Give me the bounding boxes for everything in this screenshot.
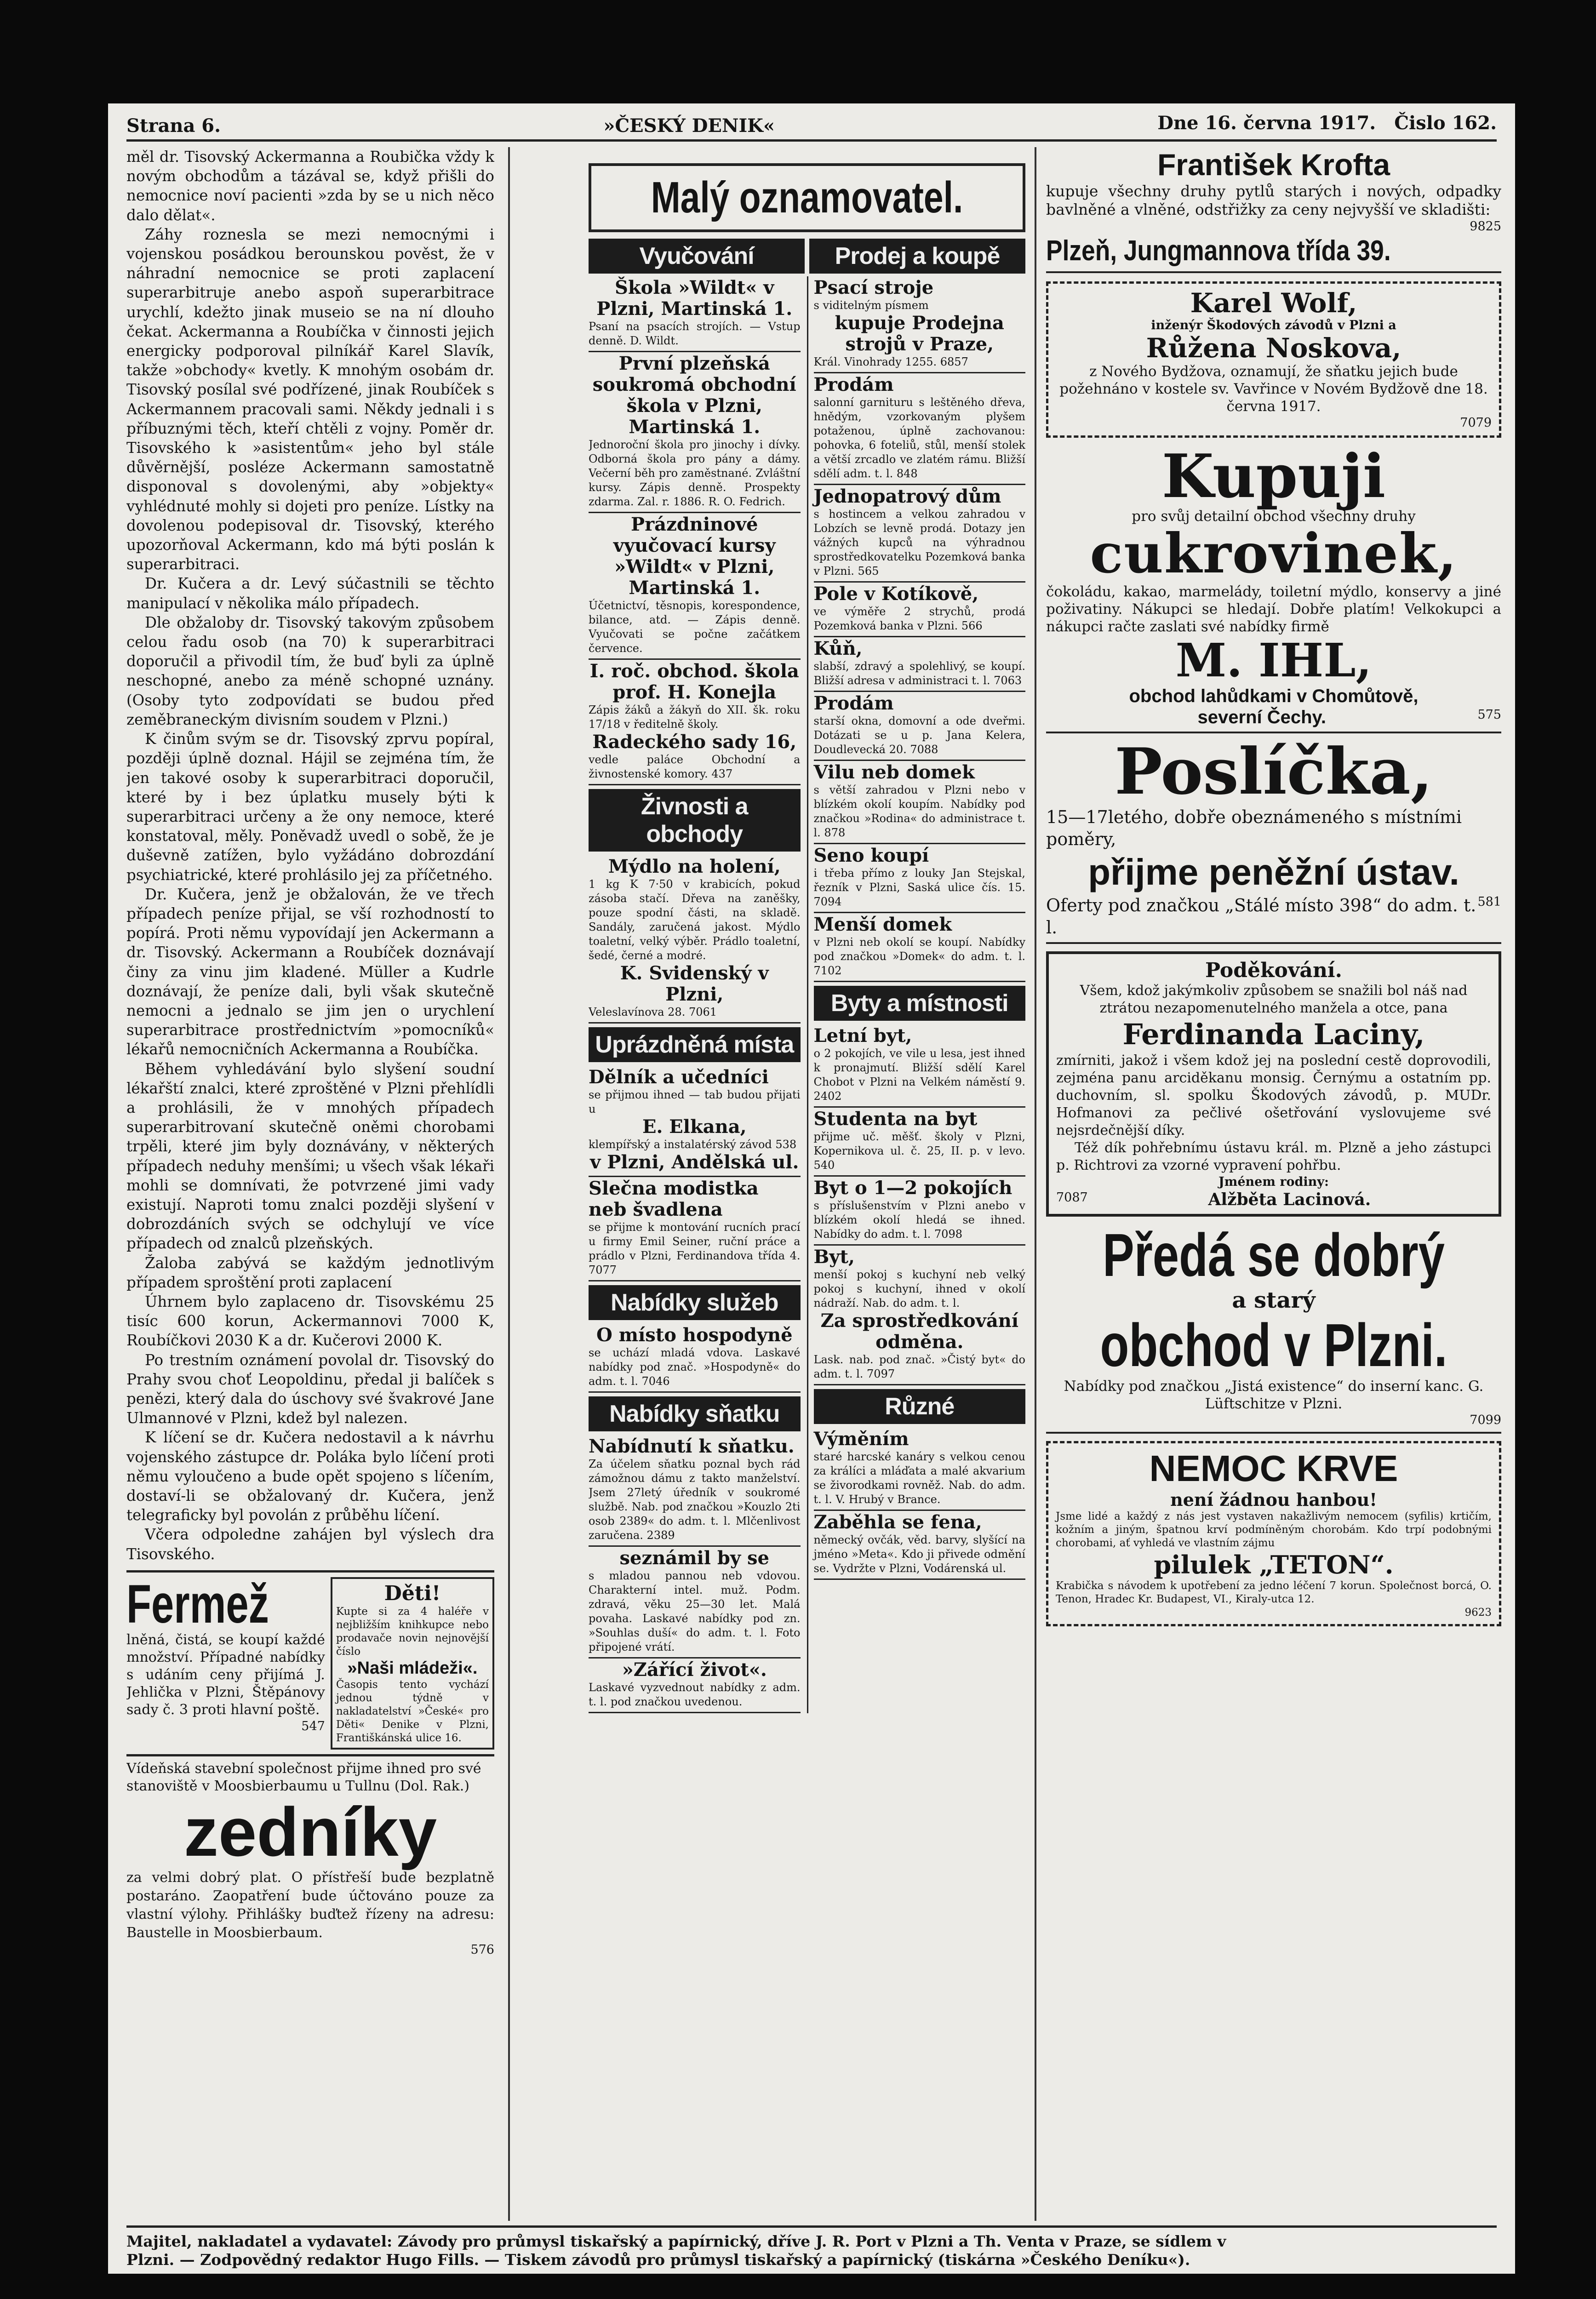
ad-body: se přijme k montování rucních prací u firmy Emil Seiner, ruční práce a prádlo v Plzni, Ferdinandova třída 4. 7077 bbox=[589, 1221, 801, 1276]
ad-title: První plzeňská soukromá obchodní škola v Plzni, Martinská 1. bbox=[592, 353, 796, 438]
ad-title: NEMOC KRVE bbox=[1149, 1448, 1398, 1489]
classified-ad bbox=[814, 485, 1026, 583]
ad-code: 7087 bbox=[1056, 1190, 1088, 1205]
ad-body: vedle paláce Obchodní a živnostenské komory. 437 bbox=[589, 753, 801, 780]
classified-ad bbox=[589, 276, 801, 352]
ad-title: Poděkování. bbox=[1205, 959, 1342, 982]
ad-body: s větší zahradou v Plzni nebo v blízkém okolí koupím. Nabídky pod značkou »Rodina« do administrace t. l. 878 bbox=[813, 783, 1025, 839]
ad-title: Slečna modistka neb švadlena bbox=[589, 1178, 759, 1220]
ad-firm: M. IHL, bbox=[1175, 633, 1372, 687]
ad-title: Studenta na byt bbox=[813, 1108, 978, 1130]
section-header: Uprázdněná místa bbox=[589, 1027, 801, 1062]
ad-title: Seno koupí bbox=[813, 845, 929, 866]
ad-body: z Nového Bydžova, oznamují, že sňatku jejich bude požehnáno v kostele sv. Vavřince v Novém Bydžově dne 18. června 1917. bbox=[1059, 363, 1488, 415]
classified-ad bbox=[814, 1024, 1026, 1108]
classified-ad bbox=[589, 1547, 801, 1658]
ad-age: 15—17letého, dobře obeznámeného s místními poměry, bbox=[1046, 807, 1462, 849]
article-paragraph: K činům svým se dr. Tisovský zprvu popíral, později úplně doznal. Hájil se zejména tím, že jen takové osoby k superarbitraci doporučil, které by i bez úplatku musely býti k superarbitraci určeny a že ony nemoce, které konstatoval, měly. Poněvadž uvedl o sobě, že je duševně zatížen, bylo vyžádáno dobrozdání psychiatrické, které prohlásilo jej za příčetného. bbox=[126, 730, 494, 884]
ad-body: kupuje všechny druhy pytlů starých i nových, odpadky bavlněné a vlněné, odstřižky za ceny nejvyšší ve skladišti: bbox=[1046, 182, 1501, 218]
ad-item: cukrovinek, bbox=[1090, 521, 1458, 585]
ad-body: čokoládu, kakao, marmelády, toiletní mýdlo, konservy a jiné poživatiny. Nákupci se hledají. Dobře platím! Velkokupci a nákupci račte zaslati své nabídky firmě bbox=[1046, 583, 1501, 635]
classified-ad bbox=[814, 1511, 1026, 1580]
ad-body: se uchází mladá vdova. Laskavé nabídky pod znač. »Hospodyně« do adm. t. l. 7046 bbox=[589, 1346, 801, 1388]
ad-body: slabší, zdravý a spolehlivý, se koupí. Bližší adresa v administraci t. l. 7063 bbox=[813, 660, 1025, 687]
ad-body: Veleslavínova 28. 7061 bbox=[589, 1006, 717, 1018]
ad-line: Předá se dobrý bbox=[1103, 1221, 1445, 1289]
ad-title: zedníky bbox=[183, 1793, 437, 1870]
ad-body: německý ovčák, věd. barvy, slyšící na jméno »Meta«. Kdo ji přivede odmění se. Vydržte v Plzni, Vodárenská ul. bbox=[813, 1533, 1025, 1575]
classified-ad bbox=[589, 855, 801, 1024]
classified-ad bbox=[814, 844, 1026, 913]
ad-title: Menší domek bbox=[813, 914, 952, 935]
ad-ihl bbox=[1046, 441, 1501, 733]
classified-ad bbox=[589, 1177, 801, 1281]
ad-body: staré harcské kanáry s velkou cenou za králíci a mláďata a malé akvarium se živorodkami rovněž. Nab. do adm. t. l. V. Hrubý v Brance. bbox=[813, 1450, 1025, 1506]
ad-title: Vilu neb domek bbox=[813, 761, 975, 783]
ad-intro: Vídeňská stavební společnost přijme ihned pro své stanoviště v Moosbierbaumu u Tullnu (Dol. Rak.) bbox=[126, 1760, 481, 1794]
ad-title: Děti! bbox=[384, 1581, 441, 1605]
ad-body: Král. Vinohrady 1255. 6857 bbox=[813, 355, 968, 368]
ad-title: Dělník a učedníci bbox=[589, 1066, 769, 1088]
ad-body: Kupte si za 4 haléře v nejbližším knihkupce nebo prodavače novin nejnovější číslo bbox=[336, 1605, 489, 1658]
ad-title: Byt, bbox=[813, 1246, 855, 1268]
column-rule bbox=[1035, 147, 1036, 2221]
ad-title: Zaběhla se fena, bbox=[813, 1511, 982, 1533]
classified-ad bbox=[814, 1246, 1026, 1385]
ad-groom: Karel Wolf, bbox=[1190, 287, 1357, 319]
ad-poslicka bbox=[1046, 733, 1501, 944]
imprint-line: Plzni. — Zodpovědný redaktor Hugo Fills. — Tiskem závodů pro průmysl tiskařský a papírnický (tiskárna »Českého Deníku«). bbox=[126, 2251, 1190, 2269]
ad-title: Mýdlo na holení, bbox=[608, 856, 781, 877]
classifieds-title-box bbox=[589, 163, 1025, 232]
ad-body: s hostincem a velkou zahradou v Lobzích se levně prodá. Dotazy jen vážných kupců na výhradnou sprostředkovatelku Pozemková banka v Plzni. 565 bbox=[813, 508, 1025, 578]
ad-title: Psací stroje bbox=[813, 277, 934, 298]
ad-body: Nabídky pod značkou „Jistá existence“ do inserní kanc. G. Lüftschitze v Plzni. bbox=[1064, 1378, 1484, 1412]
page-header bbox=[126, 112, 1497, 142]
ad-fermez bbox=[126, 1573, 325, 1750]
ad-body: zmírniti, jakož i všem kdož jej na poslední cestě doprovodili, zejména panu arciděkanu monsig. Černýmu a ostatním pp. duchovním, sl. spolku Škodových závodů, p. MUDr. Hofmanovi za pečlivé ošetřování vyslovujeme své nejsrdečnější díky. bbox=[1056, 1052, 1491, 1138]
imprint-line: Majitel, nakladatel a vydavatel: Závody pro průmysl tiskařský a papírnický, dříve J. R. Port v Plzni a Th. Venta v Praze, se sídlem v bbox=[126, 2232, 1226, 2250]
classified-ad bbox=[814, 637, 1026, 692]
ad-title: František Krofta bbox=[1157, 148, 1390, 182]
ad-krofta bbox=[1046, 147, 1501, 273]
article-paragraph: Dle obžaloby dr. Tisovský takovým způsobem celou řadu osob (na 70) k superarbitraci doporučil a přivodil tím, že buď byli za úplně neschopné, anebo za méně schopné uznány. (Osoby tyto zodpovídati se budou před zeměbraneckým divisním soudem v Plzni.) bbox=[126, 613, 494, 728]
article-paragraph: měl dr. Tisovský Ackermanna a Roubička vždy k novým obchodům a tázával se, když přišli do nemocnice noví pacienti »zda by se u nich něco dalo dělat«. bbox=[126, 148, 494, 224]
ad-title: Poslíčka, bbox=[1115, 734, 1433, 809]
ad-body: Oferty pod značkou „Stálé místo 398“ do adm. t. l. bbox=[1046, 895, 1476, 938]
classified-ad bbox=[814, 692, 1026, 761]
ad-bride: Růžena Noskova, bbox=[1146, 332, 1402, 364]
ad-teton bbox=[1046, 1441, 1501, 1626]
ad-body: ve výměře 2 strychů, prodá Pozemková banka v Plzni. 566 bbox=[813, 605, 1025, 632]
ad-title: Prázdninové vyučovací kursy »Wildt« v Plzni, Martinská 1. bbox=[613, 514, 776, 599]
section-header: Různé bbox=[814, 1389, 1026, 1424]
classified-ad bbox=[589, 1066, 801, 1177]
ad-body: Za účelem sňatku poznal bych rád zámožnou dámu z takto manželství. Jsem 27letý úředník v soukromé službě. Nab. pod značkou »Kouzlo 2ti osob 2389« do adm. t. l. Mlčenlivost zaručena. 2389 bbox=[589, 1458, 801, 1542]
column-rule bbox=[508, 147, 510, 2221]
ad-region: severní Čechy. bbox=[1197, 707, 1326, 727]
article-paragraph: Úhrnem bylo zaplaceno dr. Tisovskému 25 tisíc 600 korun, Ackermannovi 7000 K, Roubíčkovi 2030 K a dr. Kučerovi 2000 K. bbox=[126, 1292, 494, 1350]
classified-ad bbox=[589, 660, 801, 785]
section-header: Živnosti a obchody bbox=[589, 789, 801, 852]
ad-address: Plzeň, Jungmannova třída 39. bbox=[1046, 235, 1391, 267]
ad-signature: Alžběta Lacinová. bbox=[1208, 1190, 1371, 1209]
article-paragraph: Během vyhledávání bylo slyšení soudní lékařští znalci, které zproštěné v Plzni přehlídli a prohlásili, že v mnohých případech superarbitrovaní skutečně oněmi chorobami trpěli, které jim byly doznávány, v některých případech neduhy menšími; u všech však lékaři mohli se domnívati, že potvrzené jimi vady existují. Naproti tomu znalci později slyšení v dobrozdáních svých se odchylují ve více případech od znalců plzeňských. bbox=[126, 1060, 494, 1252]
ad-title: Za sprostředkování odměna. bbox=[820, 1310, 1019, 1353]
ad-highlight: »Naši mládeži«. bbox=[347, 1658, 478, 1678]
imprint-footer bbox=[126, 2225, 1497, 2269]
ad-body: s příslušenstvím v Plzni anebo v blízkém okolí hledá se ihned. Nabídky do adm. t. l. 7098 bbox=[813, 1199, 1025, 1241]
ad-title: Prodám bbox=[813, 692, 894, 714]
classified-ad bbox=[814, 276, 1026, 373]
ad-title: seznámil by se bbox=[619, 1547, 769, 1569]
issue-number: Čislo 162. bbox=[1394, 112, 1497, 134]
newspaper-name: »ČESKÝ DENIK« bbox=[603, 115, 775, 137]
ad-code: 9623 bbox=[1464, 1607, 1492, 1618]
section-headers bbox=[589, 239, 1025, 274]
ad-body: Lask. nab. pod znač. »Čistý byt« do adm. t. l. 7097 bbox=[813, 1353, 1025, 1380]
classified-ad bbox=[814, 1177, 1026, 1246]
article-paragraph: Po trestním oznámení povolal dr. Tisovský do Prahy svou choť Leopoldinu, předal ji balíček s penězi, který dala do úschovy své švakrové Jane Ulmannové v Plzni, kdež byl nalezen. bbox=[126, 1351, 494, 1427]
ad-body: menší pokoj s kuchyní neb velký pokoj s kuchyní, ihned v okolí nádraží. Nab. do adm. t. l. bbox=[813, 1268, 1025, 1310]
classified-ad bbox=[814, 913, 1026, 982]
article-paragraph: Dr. Kučera, jenž je obžalován, že ve třech případech peníze přijal, se vší rozhodností to popírá. Proti němu vypovídají jen Ackermann a dr. Tisovský. Ackermann a Roubíček doznávají činy za vinu jim kladené. Müller a Kudrle doznávají, že peníze dali, byli však skutečně nemocni a jednalo se jim jen o urychlení superarbitrace prostřednictvím »pomocníků« lékařů nemocničních Ackermanna a Roubíčka. bbox=[126, 885, 494, 1058]
ad-title: Nabídnutí k sňatku. bbox=[589, 1435, 795, 1457]
ad-firm-sub: obchod lahůdkami v Chomůtově, bbox=[1129, 686, 1419, 706]
ad-body: Jsme lidé a každý z nás jest vystaven nakažlivým nemocem (syfilis) krtičím, kožním a jiným, špatnou krví podmíněným chorobám. Kdo trpí podobnými chorobami, ať vyhledá ve vlastním zájmu bbox=[1056, 1510, 1492, 1549]
section-header: Nabídky služeb bbox=[589, 1285, 801, 1320]
section-header: Prodej a koupě bbox=[809, 239, 1025, 274]
section-header: Nabídky sňatku bbox=[589, 1396, 801, 1431]
classifieds-left bbox=[589, 276, 801, 1713]
ad-title: v Plzni, Andělská ul. bbox=[590, 1151, 799, 1173]
article-column bbox=[126, 147, 494, 2221]
classified-ad bbox=[589, 1324, 801, 1393]
ad-body: Krabička s návodem k upotřebení za jedno léčení 7 korun. Společnost borcá, O. Tenon, Hradec Kr. Budapest, VI., Kiraly-utca 12. bbox=[1056, 1580, 1492, 1605]
ad-title: kupuje Prodejna strojů v Praze, bbox=[835, 312, 1004, 355]
ad-body: s mladou pannou neb vdovou. Charakterní intel. muž. Podm. zdravá, věku 25—30 let. Malá povaha. Laskavé nabídky pod zn. »Souhlas duší« do adm. t. l. Foto připojené vrátí. bbox=[589, 1569, 801, 1653]
ad-body: Psaní na psacích strojích. — Vstup denně. D. Wildt. bbox=[589, 320, 801, 347]
ad-code: 581 bbox=[1477, 895, 1501, 909]
article-paragraph: Dr. Kučera a dr. Levý súčastnili se těchto manipulací v několika málo případech. bbox=[126, 575, 494, 612]
issue-date: Dne 16. června 1917. bbox=[1157, 112, 1376, 134]
ad-line: obchod v Plzni. bbox=[1100, 1311, 1447, 1379]
ad-code: 576 bbox=[470, 1942, 494, 1957]
ad-title: E. Elkana, bbox=[642, 1116, 747, 1138]
ad-title: Fermež bbox=[126, 1573, 269, 1635]
ad-code: 7099 bbox=[1470, 1413, 1501, 1427]
ad-body: Laskavé vyzvednout nabídky z adm. t. l. pod značkou uvedenou. bbox=[589, 1681, 801, 1708]
ad-title: Škola »Wildt« v Plzni, Martinská 1. bbox=[596, 277, 793, 320]
ad-title: O místo hospodyně bbox=[596, 1324, 793, 1346]
ad-hire: přijme peněžní ústav. bbox=[1088, 852, 1459, 892]
article-text bbox=[126, 147, 494, 1564]
ad-groom-title: inženýr Škodových závodů v Plzni a bbox=[1151, 318, 1396, 332]
ad-product: pilulek „TETON“. bbox=[1154, 1550, 1394, 1579]
ad-line: a starý bbox=[1232, 1287, 1316, 1313]
ad-preda bbox=[1046, 1223, 1501, 1434]
ad-title: K. Svidenský v Plzni, bbox=[620, 962, 769, 1005]
ad-code: 7079 bbox=[1460, 416, 1492, 430]
classified-ad bbox=[589, 1658, 801, 1713]
ad-body: Jednoroční škola pro jinochy i dívky. Odborná škola pro pány a dámy. Večerní běh pro zaměstnané. Zvláštní kursy. Zápis denně. Prospekty zdarma. Zal. r. 1886. R. O. Fedrich. bbox=[589, 438, 801, 508]
newspaper-page bbox=[108, 103, 1515, 2274]
article-paragraph: Žaloba zabývá se každým jednotlivým případem sproštění proti zaplacení bbox=[126, 1254, 494, 1291]
ad-body: Též dík pohřebnímu ústavu král. m. Plzně a jeho zástupci p. Richtrovi za vzorné vypravení pohřbu. bbox=[1056, 1140, 1491, 1173]
ad-title: I. roč. obchod. škola prof. H. Konejla bbox=[589, 660, 799, 703]
ad-title: Prodám bbox=[813, 374, 894, 395]
classifieds-column bbox=[589, 163, 1025, 2223]
ad-body: přijme uč. měšť. školy v Plzni, Kopernikova ul. č. 25, II. p. v levo. 540 bbox=[813, 1130, 1025, 1172]
ad-podekovani bbox=[1046, 951, 1501, 1217]
ads-row bbox=[126, 1570, 494, 1750]
ad-title: Letní byt, bbox=[813, 1025, 912, 1047]
classified-ad bbox=[814, 1428, 1026, 1511]
classified-ad bbox=[589, 352, 801, 513]
ad-body: Časopis tento vychází jednou týdně v nakladatelství »České« pro Děti« Denike v Plzni, Františkánská ulice 16. bbox=[336, 1678, 489, 1744]
display-ads-column bbox=[1046, 147, 1501, 2221]
classified-ad bbox=[814, 1108, 1026, 1177]
classifieds-grid bbox=[589, 276, 1025, 1713]
ad-title: Radeckého sady 16, bbox=[592, 731, 797, 753]
ad-title: Kupuji bbox=[1161, 441, 1386, 511]
ad-name: Ferdinanda Laciny, bbox=[1122, 1018, 1425, 1051]
ad-body: klempířský a instalatérský závod 538 bbox=[589, 1138, 797, 1151]
ad-body: starší okna, domovní a ode dveřmi. Dotázati se u p. Jana Kelera, Doudlevecká 20. 7088 bbox=[813, 715, 1025, 756]
article-paragraph: Záhy roznesla se mezi nemocnými i vojenskou posádkou berounskou pověst, že v náhradní nemocnice se proti zaplacení superarbitruje anebo aspoň superarbitrace urychlí, kdežto jinak museio se na ní dlouho čekat. Ackermanna a Roubíčka v činnosti jejich energicky podporoval pilníkář Karel Slavík, takže »obchody« kvetly. K mnohým osobám dr. Tisovský posílal své podřízené, jinak Roubíček s Ackermannem pracovali sami. Někdy jednali i s příbuznými těch, kteří chtěli z vojny. Poměr dr. Tisovského k »asistentům« jeho byl stále důvěrnější, posléze Ackermann samostatně disponoval s dovolenými, aby »objekty« vyhlédnuté mohly si dojeti pro peníze. Lístky na dovolenou podepisoval dr. Tisovský, kterého upozorňoval Ackermann, kdo má býti poslán k superarbitraci. bbox=[126, 225, 494, 573]
article-paragraph: Včera odpoledne zahájen byl výslech dra Tisovského. bbox=[126, 1526, 494, 1563]
classified-ad bbox=[814, 761, 1026, 844]
ad-body: salonní garnituru s leštěného dřeva, hnědým, vzorkovaným plyšem potaženou, úplně zachovanou: pohovka, 6 foteliů, stůl, menší stolek a větší zrcadlo ve zlatém rámu. Bližší sdělí adm. t. l. 848 bbox=[813, 396, 1025, 480]
ad-body: v Plzni neb okolí se koupí. Nabídky pod značkou »Domek« do adm. t. l. 7102 bbox=[813, 936, 1025, 977]
ad-body: se přijmou ihned — tab budou přijati u bbox=[589, 1088, 801, 1115]
ad-subtitle: pro svůj detailní obchod všechny druhy bbox=[1132, 508, 1416, 525]
classifieds-title: Malý oznamovatel. bbox=[651, 173, 963, 222]
ad-code: 547 bbox=[301, 1719, 325, 1733]
ad-deti bbox=[331, 1577, 494, 1750]
classifieds-right bbox=[807, 276, 1026, 1713]
ad-title: Byt o 1—2 pokojích bbox=[813, 1177, 1013, 1199]
ad-title: »Zářící život«. bbox=[622, 1659, 767, 1681]
classified-ad bbox=[589, 1435, 801, 1547]
ad-body: 1 kg K 7·50 v krabicích, pokud zásoba stačí. Dřeva na zaněšky, pouze spodní části, na skladě. Sandály, zaručená jakost. Mýdlo toaletní, velký výběr. Prádlo toaletní, šedé, černé a modré. bbox=[589, 878, 801, 962]
ad-code: 575 bbox=[1477, 708, 1501, 722]
section-header: Byty a místnosti bbox=[814, 986, 1026, 1021]
ad-code: 9825 bbox=[1470, 219, 1501, 234]
ad-body: o 2 pokojích, ve vile u lesa, jest ihned k pronajmutí. Bližší sdělí Karel Chobot v Plzni na Velkém náměstí 9. 2402 bbox=[813, 1047, 1025, 1103]
ad-zedniky bbox=[126, 1754, 494, 1958]
ad-title: Výměním bbox=[813, 1428, 909, 1450]
ad-body: Účetnictví, těsnopis, korespondence, bilance, atd. — Zápis denně. Vyučovati se počne začátkem července. bbox=[589, 599, 801, 655]
ad-body: Zápis žáků a žákyň do XII. šk. roku 17/18 v ředitelně školy. bbox=[589, 703, 801, 731]
ad-body: s viditelným písmem bbox=[813, 299, 929, 312]
section-header: Vyučování bbox=[589, 239, 805, 274]
ad-wolf-wedding bbox=[1046, 281, 1501, 438]
ad-body: lněná, čistá, se koupí každé množství. Případné nabídky s udáním ceny přijímá J. Jehlička v Plzni, Štěpánovy sady č. 3 proti hlavní poště. bbox=[126, 1631, 325, 1718]
ad-title: Jednopatrový dům bbox=[813, 486, 1001, 507]
ad-body: i třeba přímo z louky Jan Stejskal, řezník v Plzni, Saská ulice čís. 15. 7094 bbox=[813, 867, 1025, 908]
classified-ad bbox=[589, 513, 801, 660]
ad-body: Všem, kdož jakýmkoliv způsobem se snažili bol náš nad ztrátou nezapomenutelného manžela a otce, pana bbox=[1080, 983, 1468, 1016]
classified-ad bbox=[814, 373, 1026, 485]
ad-title: Kůň, bbox=[813, 638, 863, 659]
ad-sig-label: Jménem rodiny: bbox=[1218, 1175, 1329, 1189]
ad-body: za velmi dobrý plat. O přístřeší bude bezplatně postaráno. Zaopatření bude účtováno pouze za vlastní výlohy. Přihlášky buďtež řízeny na adresu: Baustelle in Moosbierbaum. bbox=[126, 1869, 494, 1941]
ad-title: Pole v Kotíkově, bbox=[813, 583, 979, 605]
page-number: Strana 6. bbox=[126, 115, 221, 137]
ad-subtitle: není žádnou hanbou! bbox=[1170, 1489, 1377, 1510]
classified-ad bbox=[814, 583, 1026, 637]
article-paragraph: K líčení se dr. Kučera nedostavil a k návrhu vojenského zástupce dr. Poláka bylo líčení proti němu vyloučeno a bude opět spojeno s líčením, dostaví-li se obžalovaný dr. Kučera, jenž telegraficky byl povolán z průběhu líčení. bbox=[126, 1429, 494, 1524]
